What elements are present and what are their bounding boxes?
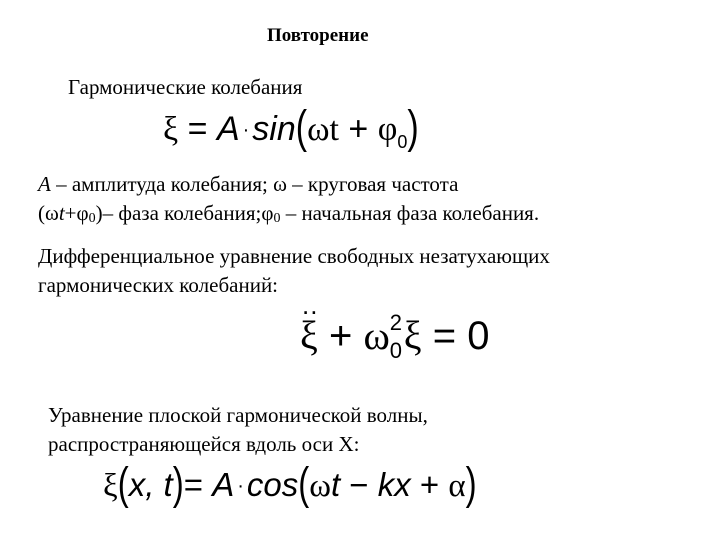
omega-superscript: 2 bbox=[389, 310, 403, 335]
definition-text-1: – амплитуда колебания; ω – круговая частота bbox=[50, 172, 459, 196]
omega-indices bbox=[389, 310, 404, 363]
plus-sign: + bbox=[328, 314, 353, 358]
phi-subscript: 0 bbox=[397, 132, 408, 152]
kx-term: kx bbox=[377, 466, 411, 503]
plus-sign: + bbox=[348, 110, 369, 148]
initial-phase-subscript: 0 bbox=[273, 211, 281, 226]
omega-t: ωt bbox=[307, 111, 339, 148]
multiply-dot: · bbox=[237, 475, 244, 497]
left-paren: ( bbox=[295, 101, 308, 154]
phi-symbol: φ bbox=[377, 111, 398, 148]
diff-eq-text-line-1: Дифференциальное уравнение свободных незатухающих bbox=[38, 244, 550, 268]
definition-line-1 bbox=[38, 169, 458, 199]
phase-subscript: 0 bbox=[88, 211, 96, 226]
left-paren: ( bbox=[117, 458, 129, 508]
right-paren-2: ) bbox=[465, 458, 477, 508]
diff-eq-text-line-2: гармонических колебаний: bbox=[38, 273, 279, 297]
subheading: Гармонические колебания bbox=[68, 75, 303, 99]
definition-text-2: )– фаза колебания;φ bbox=[95, 201, 274, 225]
zero: 0 bbox=[467, 314, 490, 358]
slide-title: Повторение bbox=[267, 25, 369, 46]
equals-sign: = bbox=[187, 110, 208, 148]
left-paren-2: ( bbox=[298, 458, 310, 508]
equals-sign: = bbox=[183, 466, 204, 503]
time-symbol: t bbox=[330, 466, 341, 503]
wave-equation bbox=[103, 458, 477, 508]
amplitude-symbol: A bbox=[216, 110, 240, 148]
definition-line-2 bbox=[38, 198, 539, 234]
wave-text-line-1: Уравнение плоской гармонической волны, bbox=[48, 403, 428, 427]
xi-symbol: ξ bbox=[403, 313, 422, 358]
amplitude-letter: A bbox=[38, 172, 51, 196]
xi-double-dot: .. ξ bbox=[300, 312, 318, 359]
multiply-dot: · bbox=[242, 119, 250, 141]
wave-text-line-2: распространяющейся вдоль оси X: bbox=[48, 432, 360, 456]
amplitude-symbol: A bbox=[212, 466, 235, 503]
sin-function: sin bbox=[252, 110, 296, 148]
xi-symbol: ξ bbox=[163, 111, 179, 148]
minus-sign: − bbox=[340, 466, 378, 503]
harmonic-formula bbox=[163, 101, 419, 154]
phase-plus-phi: +φ bbox=[64, 201, 89, 225]
equals-sign: = bbox=[432, 314, 457, 358]
arguments: x, t bbox=[128, 466, 173, 503]
phase-open: (ω bbox=[38, 201, 59, 225]
plus-sign: + bbox=[410, 466, 449, 503]
omega-symbol: ω bbox=[309, 468, 331, 504]
cos-function: cos bbox=[246, 466, 299, 503]
omega-symbol: ω bbox=[363, 313, 390, 358]
right-paren: ) bbox=[172, 458, 184, 508]
differential-equation bbox=[300, 310, 490, 363]
omega-subscript: 0 bbox=[389, 338, 403, 363]
alpha-symbol: α bbox=[448, 468, 466, 504]
definition-text-3: – начальная фаза колебания. bbox=[280, 201, 540, 225]
right-paren: ) bbox=[407, 101, 419, 154]
xi-symbol: ξ bbox=[103, 468, 118, 504]
phase-t: t bbox=[58, 201, 65, 225]
